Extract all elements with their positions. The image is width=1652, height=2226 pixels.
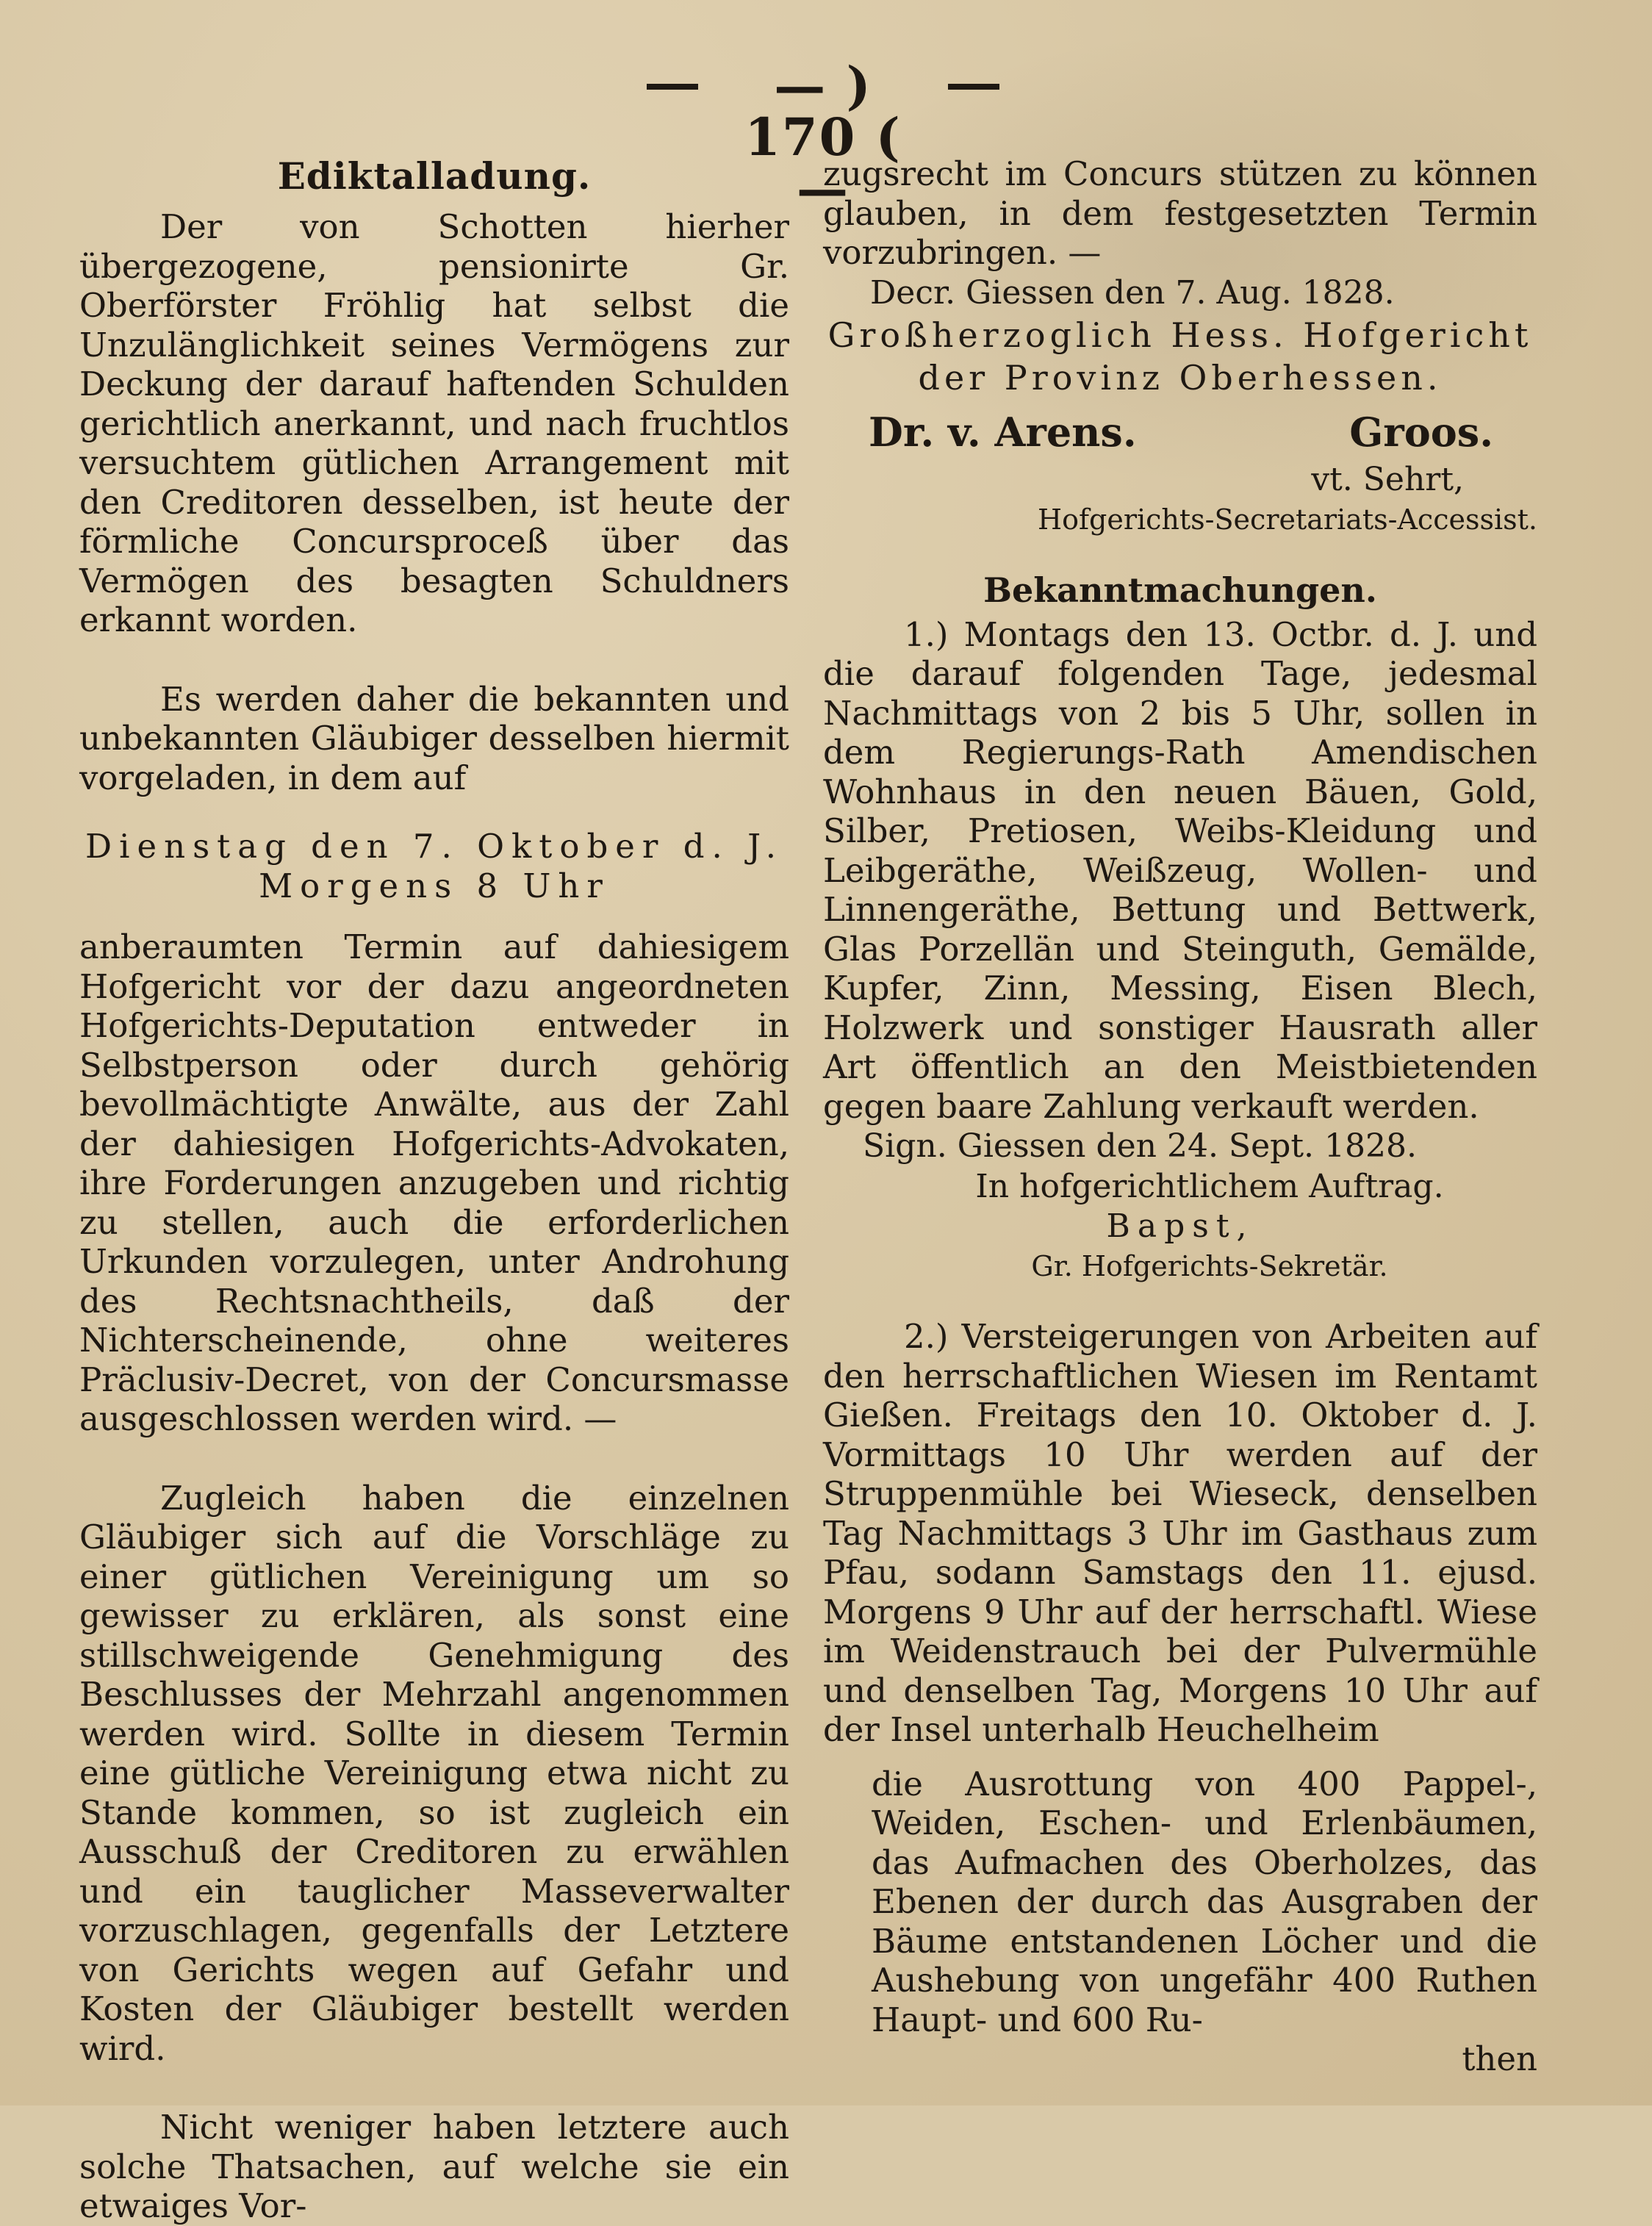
announcement-2: 2.) Versteigerungen von Arbeiten auf den herrschaftlichen Wiesen im Rentamt Gießen. Freitags den 10. Oktober d. J. Vormittags 10 Uhr werden auf der Struppenmühle bei Wieseck, denselben Tag Nachmittags 3 Uhr im Gasthaus zum Pfau, sodann Samstags den 11. ejusd. Morgens 9 Uhr auf der herrschaftl. Wiese im Weidenstrauch bei der Pulvermühle und denselben Tag, Morgens 10 Uhr auf der Insel unterhalb Heuchelheim xyxy=(823,1317,1537,1749)
court-name-line-2: der Provinz Oberhessen. xyxy=(918,357,1443,398)
header-dash-right xyxy=(948,84,999,90)
announcement-2-continuation: die Ausrottung von 400 Pappel-, Weiden, Eschen- und Erlenbäumen, das Aufmachen des Oberholzes, das Ebenen der durch das Ausgraben der Bäume entstandenen Löcher und die Aushebung von ungefähr 400 Ruthen Haupt- und 600 Ru- xyxy=(872,1764,1537,2039)
signature-sehrt-title: Hofgerichts-Secretariats-Accessist. xyxy=(1037,503,1537,536)
announcement-1: 1.) Montags den 13. Octbr. d. J. und die darauf folgenden Tage, jedesmal Nachmittags von 2 bis 5 Uhr, sollen in dem Regierungs-Rath Amendischen Wohnhaus in den neuen Bäuen, Gold, Silber, Pretiosen, Weibs-Kleidung und Leibgeräthe, Weißzeug, Wollen- und Linnengeräthe, Bettung und Bettwerk, Glas Porzellän und Steinguth, Gemälde, Kupfer, Zinn, Messing, Eisen Blech, Holzwerk und sonstiger Hausrath aller Art öffentlich an den Meistbietenden gegen baare Zahlung verkauft werden. xyxy=(823,614,1537,1126)
edict-paragraph-2: Es werden daher die bekannten und unbekannten Gläubiger desselben hiermit vorgeladen, in dem auf xyxy=(79,679,789,797)
edict-paragraph-4: Zugleich haben die einzelnen Gläubiger sich auf die Vorschläge zu einer gütlichen Vereinigung um so gewisser zu erklären, als sonst eine stillschweigende Genehmigung des Beschlusses der Mehrzahl angenommen werden wird. Sollte in diesem Termin eine gütliche Vereinigung etwa nicht zu Stande kommen, so ist zugleich ein Ausschuß der Creditoren zu erwählen und ein tauglicher Masseverwalter vorzuschlagen, gegenfalls der Letztere von Gerichts wegen auf Gefahr und Kosten der Gläubiger bestellt werden wird. xyxy=(79,1478,789,2068)
left-column xyxy=(79,154,789,2226)
edict-paragraph-3: anberaumten Termin auf dahiesigem Hofgericht vor der dazu angeordneten Hofgerichts-Deputation entweder in Selbstperson oder durch gehörig bevollmächtigte Anwälte, aus der Zahl der dahiesigen Hofgerichts-Advokaten, ihre Forderungen anzugeben und richtig zu stellen, auch die erforderlichen Urkunden vorzulegen, unter Androhung des Rechtsnachtheils, daß der Nichterscheinende, ohne weiteres Präclusiv-Decret, von der Concursmasse ausgeschlossen werden wird. — xyxy=(79,927,789,1438)
announcement-2-last-word: then xyxy=(1462,2039,1537,2078)
announcement-1-commission: In hofgerichtlichem Auftrag. xyxy=(975,1168,1444,1205)
announcement-1-signatory-title: Gr. Hofgerichts-Sekretär. xyxy=(1031,1250,1388,1282)
announcements-heading: Bekanntmachungen. xyxy=(983,570,1377,610)
right-column xyxy=(823,154,1537,2079)
signature-row xyxy=(823,405,1537,459)
signature-groos: Groos. xyxy=(1349,408,1493,456)
decree-date: Decr. Giessen den 7. Aug. 1828. xyxy=(870,273,1395,312)
signature-arens: Dr. v. Arens. xyxy=(869,408,1137,456)
announcement-1-signatory: Bapst, xyxy=(1106,1207,1254,1245)
announcement-1-sign-date: Sign. Giessen den 24. Sept. 1828. xyxy=(863,1127,1417,1165)
announcement-2-continuation-block xyxy=(872,1764,1537,2079)
edict-title: Ediktalladung. xyxy=(277,154,592,198)
page-number: — ) 170 ( — xyxy=(744,55,902,219)
hearing-date: Dienstag den 7. Oktober d. J. xyxy=(85,827,783,866)
edict-continuation: zugsrecht im Concurs stützen zu können glauben, in dem festgesetzten Termin vorzubringen. — xyxy=(823,154,1537,272)
edict-paragraph-1: Der von Schotten hierher übergezogene, pensionirte Gr. Oberförster Fröhlig hat selbst die Unzulänglichkeit seines Vermögens zur Deckung der darauf haftenden Schulden gerichtlich anerkannt, und nach fruchtlos versuchtem gütlichen Arrangement mit den Creditoren desselben, ist heute der förmliche Concursproceß über das Vermögen des besagten Schuldners erkannt worden. xyxy=(79,207,789,639)
edict-paragraph-5: Nicht weniger haben letztere auch solche Thatsachen, auf welche sie ein etwaiges Vor- xyxy=(79,2108,789,2225)
court-name-line-1: Großherzoglich Hess. Hofgericht xyxy=(827,315,1533,355)
signature-sehrt: vt. Sehrt, xyxy=(1311,460,1464,498)
header-dash-left xyxy=(647,84,698,90)
hearing-time: Morgens 8 Uhr xyxy=(259,866,610,905)
